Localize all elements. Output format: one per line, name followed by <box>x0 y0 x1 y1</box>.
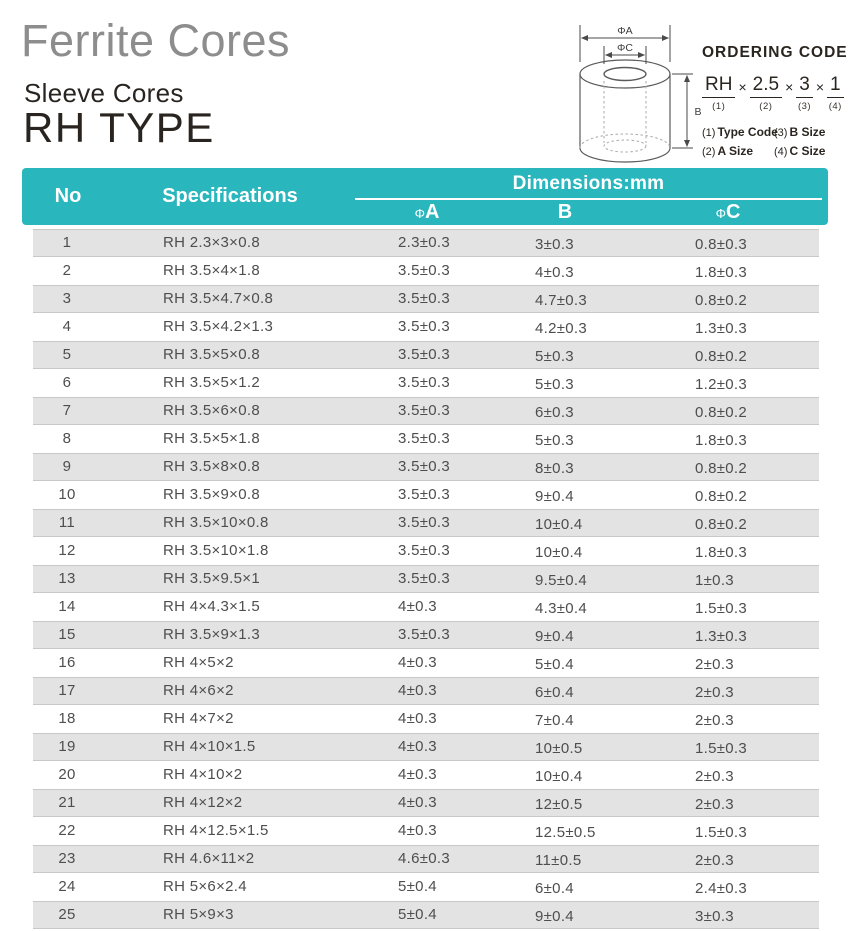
code-part-type <box>702 75 735 112</box>
table-row <box>33 845 819 873</box>
table-row <box>33 509 819 537</box>
cell-dim-b: 9±0.4 <box>535 908 574 925</box>
cell-no: 10 <box>58 486 76 503</box>
table-row <box>33 901 819 929</box>
code-index: (2) <box>759 100 773 112</box>
code-value: 3 <box>796 75 813 98</box>
cell-specification: RH 3.5×5×0.8 <box>163 346 260 363</box>
ordering-code-block <box>702 44 847 158</box>
cell-no: 12 <box>58 542 76 559</box>
code-part-b <box>796 75 813 112</box>
cell-specification: RH 3.5×6×0.8 <box>163 402 260 419</box>
cell-dim-c: 2±0.3 <box>695 656 734 673</box>
cell-dim-a: 4±0.3 <box>398 598 437 615</box>
cell-no: 19 <box>58 738 76 755</box>
cell-dim-c: 0.8±0.2 <box>695 516 748 533</box>
code-part-c <box>827 75 844 112</box>
cell-specification: RH 4×7×2 <box>163 710 234 727</box>
cell-dim-b: 6±0.4 <box>535 880 574 897</box>
cell-dim-a: 4.6±0.3 <box>398 850 451 867</box>
cell-dim-b: 6±0.4 <box>535 684 574 701</box>
table-row <box>33 537 819 565</box>
code-value: RH <box>702 75 735 98</box>
cell-no: 5 <box>62 346 72 363</box>
cell-specification: RH 3.5×4×1.8 <box>163 262 260 279</box>
cell-no: 15 <box>58 626 76 643</box>
multiply-sign: × <box>815 79 825 95</box>
cell-dim-b: 12±0.5 <box>535 796 583 813</box>
code-value: 2.5 <box>750 75 782 98</box>
ordering-code-example <box>702 75 847 112</box>
cell-dim-b: 9±0.4 <box>535 628 574 645</box>
sleeve-core-diagram <box>560 8 705 166</box>
cell-dim-a: 3.5±0.3 <box>398 458 451 475</box>
legend-item: (1) Type Code <box>702 124 778 139</box>
cell-dim-b: 4±0.3 <box>535 264 574 281</box>
cell-dim-a: 4±0.3 <box>398 654 437 671</box>
cell-dim-a: 3.5±0.3 <box>398 542 451 559</box>
cell-specification: RH 3.5×10×1.8 <box>163 542 269 559</box>
cell-dim-b: 10±0.5 <box>535 740 583 757</box>
table-row <box>33 369 819 397</box>
cell-dim-c: 2±0.3 <box>695 768 734 785</box>
cell-specification: RH 4×12×2 <box>163 794 243 811</box>
cell-dim-c: 1±0.3 <box>695 572 734 589</box>
cell-dim-c: 0.8±0.2 <box>695 488 748 505</box>
cell-dim-c: 0.8±0.2 <box>695 348 748 365</box>
cell-dim-a: 2.3±0.3 <box>398 234 451 251</box>
cell-specification: RH 4×10×1.5 <box>163 738 256 755</box>
cell-dim-a: 3.5±0.3 <box>398 514 451 531</box>
dim-a-label: ΦA <box>617 25 633 37</box>
table-row <box>33 733 819 761</box>
cell-specification: RH 3.5×4.2×1.3 <box>163 318 274 335</box>
cell-dim-c: 0.8±0.2 <box>695 292 748 309</box>
cell-specification: RH 5×9×3 <box>163 906 234 923</box>
cell-dim-a: 3.5±0.3 <box>398 290 451 307</box>
cell-specification: RH 2.3×3×0.8 <box>163 234 260 251</box>
cell-no: 4 <box>62 318 72 335</box>
cell-dim-a: 3.5±0.3 <box>398 402 451 419</box>
series-subtitle: Sleeve Cores <box>24 78 184 108</box>
table-row <box>33 453 819 481</box>
cell-dim-a: 3.5±0.3 <box>398 346 451 363</box>
cell-dim-b: 8±0.3 <box>535 460 574 477</box>
legend-item: (3) B Size <box>774 124 826 139</box>
cell-specification: RH 3.5×10×0.8 <box>163 514 269 531</box>
multiply-sign: × <box>785 79 794 95</box>
cell-dim-b: 10±0.4 <box>535 544 583 561</box>
cell-no: 1 <box>62 234 72 251</box>
cell-specification: RH 4×5×2 <box>163 654 234 671</box>
cell-no: 20 <box>58 766 76 783</box>
table-row <box>33 621 819 649</box>
cell-specification: RH 3.5×9×0.8 <box>163 486 260 503</box>
cell-dim-c: 2±0.3 <box>695 852 734 869</box>
cell-dim-a: 5±0.4 <box>398 878 437 895</box>
cell-dim-a: 3.5±0.3 <box>398 318 451 335</box>
cell-dim-b: 3±0.3 <box>535 236 574 253</box>
cell-specification: RH 4×10×2 <box>163 766 243 783</box>
cell-dim-c: 1.8±0.3 <box>695 432 748 449</box>
column-header-no: No <box>54 185 82 207</box>
multiply-sign: × <box>738 79 747 95</box>
cell-dim-b: 9±0.4 <box>535 488 574 505</box>
cell-dim-b: 9.5±0.4 <box>535 572 588 589</box>
type-heading: RH TYPE <box>23 104 215 151</box>
cell-dim-b: 4.7±0.3 <box>535 292 588 309</box>
cell-dim-b: 5±0.3 <box>535 376 574 393</box>
cylinder-hidden-edges <box>580 81 670 152</box>
cell-dim-c: 1.2±0.3 <box>695 376 748 393</box>
cell-dim-b: 7±0.4 <box>535 712 574 729</box>
cell-dim-a: 4±0.3 <box>398 766 437 783</box>
cell-dim-a: 3.5±0.3 <box>398 570 451 587</box>
cell-dim-a: 3.5±0.3 <box>398 262 451 279</box>
code-index: (4) <box>828 100 842 112</box>
cell-dim-c: 1.5±0.3 <box>695 600 748 617</box>
cell-specification: RH 3.5×5×1.8 <box>163 430 260 447</box>
cell-dim-c: 1.5±0.3 <box>695 740 748 757</box>
cell-no: 25 <box>58 906 76 923</box>
table-row <box>33 873 819 901</box>
cell-dim-a: 4±0.3 <box>398 710 437 727</box>
cell-no: 6 <box>62 374 72 391</box>
cell-dim-b: 5±0.4 <box>535 656 574 673</box>
column-header-specifications: Specifications <box>162 185 298 207</box>
column-header-dimensions: Dimensions:mm <box>512 173 665 194</box>
cell-no: 24 <box>58 878 76 895</box>
table-row <box>33 257 819 285</box>
cell-no: 2 <box>62 262 72 279</box>
cell-dim-a: 5±0.4 <box>398 906 437 923</box>
cell-dim-b: 12.5±0.5 <box>535 824 596 841</box>
cylinder-outline <box>580 60 670 162</box>
cell-dim-c: 2±0.3 <box>695 796 734 813</box>
cell-dim-c: 3±0.3 <box>695 908 734 925</box>
cell-dim-a: 3.5±0.3 <box>398 430 451 447</box>
legend-item: (4) C Size <box>774 143 826 158</box>
cell-specification: RH 4×4.3×1.5 <box>163 598 260 615</box>
cell-dim-c: 0.8±0.2 <box>695 460 748 477</box>
cell-no: 18 <box>58 710 76 727</box>
cell-dim-c: 1.8±0.3 <box>695 544 748 561</box>
table-row <box>33 285 819 313</box>
table-row <box>33 425 819 453</box>
dim-c-label: ΦC <box>617 42 633 54</box>
table-row <box>33 397 819 425</box>
cell-no: 8 <box>62 430 72 447</box>
code-part-a <box>750 75 782 112</box>
cell-dim-a: 4±0.3 <box>398 682 437 699</box>
cell-no: 3 <box>62 290 72 307</box>
cell-dim-b: 11±0.5 <box>535 852 582 869</box>
cell-no: 9 <box>62 458 72 475</box>
cell-specification: RH 4×6×2 <box>163 682 234 699</box>
dim-b-lines <box>672 74 693 148</box>
cell-no: 11 <box>58 514 76 531</box>
table-row <box>33 761 819 789</box>
table-row <box>33 229 819 257</box>
cell-no: 23 <box>58 850 76 867</box>
cell-specification: RH 5×6×2.4 <box>163 878 247 895</box>
cell-no: 21 <box>58 794 76 811</box>
cell-dim-b: 10±0.4 <box>535 516 583 533</box>
code-value: 1 <box>827 75 844 98</box>
cell-dim-b: 6±0.3 <box>535 404 574 421</box>
ordering-code-legend <box>702 125 847 158</box>
cell-no: 17 <box>58 682 76 699</box>
cell-no: 16 <box>58 654 76 671</box>
cell-no: 22 <box>58 822 76 839</box>
table-row <box>33 677 819 705</box>
dim-b-label: B <box>694 106 702 118</box>
cell-dim-c: 1.3±0.3 <box>695 628 748 645</box>
cell-dim-c: 2.4±0.3 <box>695 880 748 897</box>
cell-dim-a: 4±0.3 <box>398 794 437 811</box>
table-row <box>33 593 819 621</box>
cell-dim-a: 3.5±0.3 <box>398 486 451 503</box>
legend-item: (2) A Size <box>702 143 754 158</box>
page-title: Ferrite Cores <box>21 15 291 66</box>
cell-dim-c: 0.8±0.3 <box>695 236 748 253</box>
cell-dim-c: 1.3±0.3 <box>695 320 748 337</box>
cell-dim-a: 4±0.3 <box>398 738 437 755</box>
cell-specification: RH 3.5×9×1.3 <box>163 626 260 643</box>
cell-dim-c: 2±0.3 <box>695 684 734 701</box>
column-header-b: B <box>557 201 573 223</box>
cell-specification: RH 4×12.5×1.5 <box>163 822 269 839</box>
table-row <box>33 789 819 817</box>
code-index: (3) <box>797 100 812 112</box>
cell-specification: RH 3.5×5×1.2 <box>163 374 260 391</box>
cell-dim-b: 5±0.3 <box>535 432 574 449</box>
cell-dim-b: 5±0.3 <box>535 348 574 365</box>
table-row <box>33 649 819 677</box>
column-header-phi-c: ΦC <box>715 201 741 223</box>
cell-dim-c: 1.8±0.3 <box>695 264 748 281</box>
cell-dim-b: 4.3±0.4 <box>535 600 588 617</box>
table-row <box>33 565 819 593</box>
cell-dim-a: 3.5±0.3 <box>398 374 451 391</box>
table-row <box>33 481 819 509</box>
column-header-phi-a: ΦA <box>414 201 440 223</box>
table-body <box>33 229 819 929</box>
cell-dim-c: 2±0.3 <box>695 712 734 729</box>
ordering-code-heading: ORDERING CODE <box>702 44 848 61</box>
table-row <box>33 817 819 845</box>
cell-dim-b: 4.2±0.3 <box>535 320 588 337</box>
table-header <box>22 168 828 225</box>
cell-dim-c: 1.5±0.3 <box>695 824 748 841</box>
cell-dim-c: 0.8±0.2 <box>695 404 748 421</box>
table-row <box>33 341 819 369</box>
cell-dim-a: 4±0.3 <box>398 822 437 839</box>
cell-specification: RH 4.6×11×2 <box>163 850 255 867</box>
cell-specification: RH 3.5×9.5×1 <box>163 570 260 587</box>
table-row <box>33 313 819 341</box>
cell-dim-a: 3.5±0.3 <box>398 626 451 643</box>
cell-specification: RH 3.5×4.7×0.8 <box>163 290 274 307</box>
cell-no: 13 <box>58 570 76 587</box>
cell-no: 7 <box>62 402 72 419</box>
code-index: (1) <box>712 100 726 112</box>
cell-no: 14 <box>58 598 76 615</box>
cell-dim-b: 10±0.4 <box>535 768 583 785</box>
cell-specification: RH 3.5×8×0.8 <box>163 458 260 475</box>
table-row <box>33 705 819 733</box>
